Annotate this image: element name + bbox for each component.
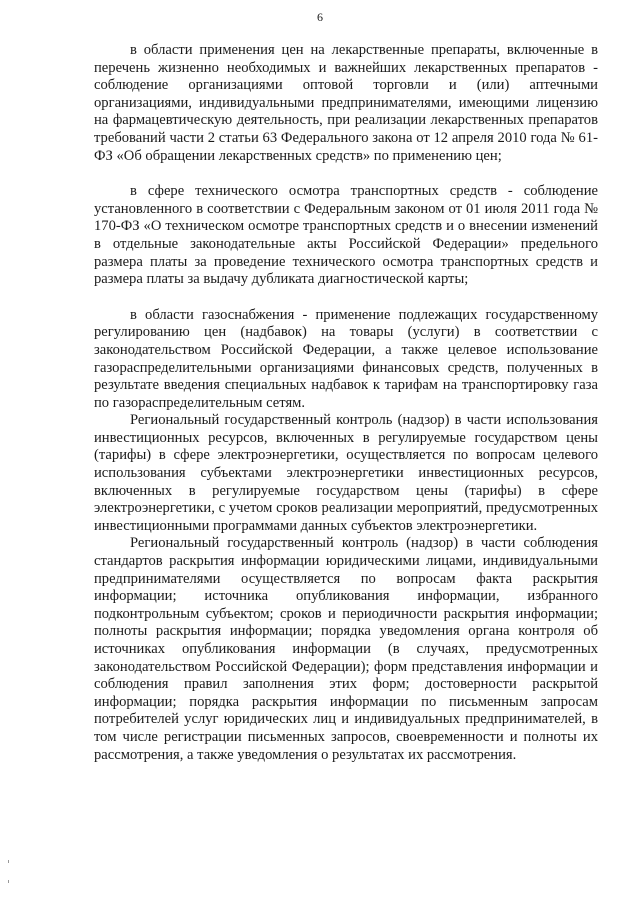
paragraph-information-disclosure: Региональный государственный контроль (надзор) в части соблюдения стандартов раскрытия информации юридическими лицами, индивидуальными предпринимателями осуществляется по вопросам факта раскрытия информации; источника опубликования информации, избранного подконтрольным субъектом; сроков и периодичности раскрытия информации; полноты раскрытия информации; порядка уведомления органа контроля об источниках опубликования информации (в случаях, предусмотренных законодательством Российской Федерации); форм представления информации и соблюдения правил заполнения этих форм; достоверности раскрытой информации; порядка раскрытия информации по письменным запросам потребителей услуг юридических лиц и индивидуальных предпринимателей, в том числе регистрации письменных запросов, своевременности и полноты их рассмотрения, а также уведомления о результатах их рассмотрения. xyxy=(94,535,598,763)
page-number: 6 xyxy=(317,10,323,24)
document-body xyxy=(94,42,598,764)
scan-margin-mark xyxy=(8,860,9,863)
scan-margin-mark xyxy=(8,880,9,883)
paragraph-medicines: в области применения цен на лекарственные препараты, включенные в перечень жизненно необходимых и важнейших лекарственных препаратов - соблюдение организациями оптовой торговли и (или) аптечными организациями, индивидуальными предпринимателями, имеющими лицензию на фармацевтическую деятельность, при реализации лекарственных препаратов требований части 2 статьи 63 Федерального закона от 12 апреля 2010 года № 61-ФЗ «Об обращении лекарственных средств» по применению цен; xyxy=(94,42,598,164)
paragraph-technical-inspection: в сфере технического осмотра транспортных средств - соблюдение установленного в соответствии с Федеральным законом от 01 июля 2011 года № 170-ФЗ «О техническом осмотре транспортных средств и о внесении изменений в отдельные законодательные акты Российской Федерации» предельного размера платы за проведение технического осмотра транспортных средств и размера платы за выдачу дубликата диагностической карты; xyxy=(94,183,598,288)
paragraph-investment-resources: Региональный государственный контроль (надзор) в части использования инвестиционных ресурсов, включенных в регулируемые государством цены (тарифы) в сфере электроэнергетики, осуществляется по вопросам целевого использования субъектами электроэнергетики инвестиционных ресурсов, включенных в регулируемые государством цены (тарифы) в сфере электроэнергетики, с учетом сроков реализации мероприятий, предусмотренных инвестиционными программами данных субъектов электроэнергетики. xyxy=(94,412,598,534)
paragraph-gas-supply: в области газоснабжения - применение подлежащих государственному регулированию цен (надбавок) на товары (услуги) в соответствии с законодательством Российской Федерации, а также целевое использование газораспределительными организациями финансовых средств, полученных в результате введения специальных надбавок к тарифам на транспортировку газа по газораспределительным сетям. xyxy=(94,306,598,411)
